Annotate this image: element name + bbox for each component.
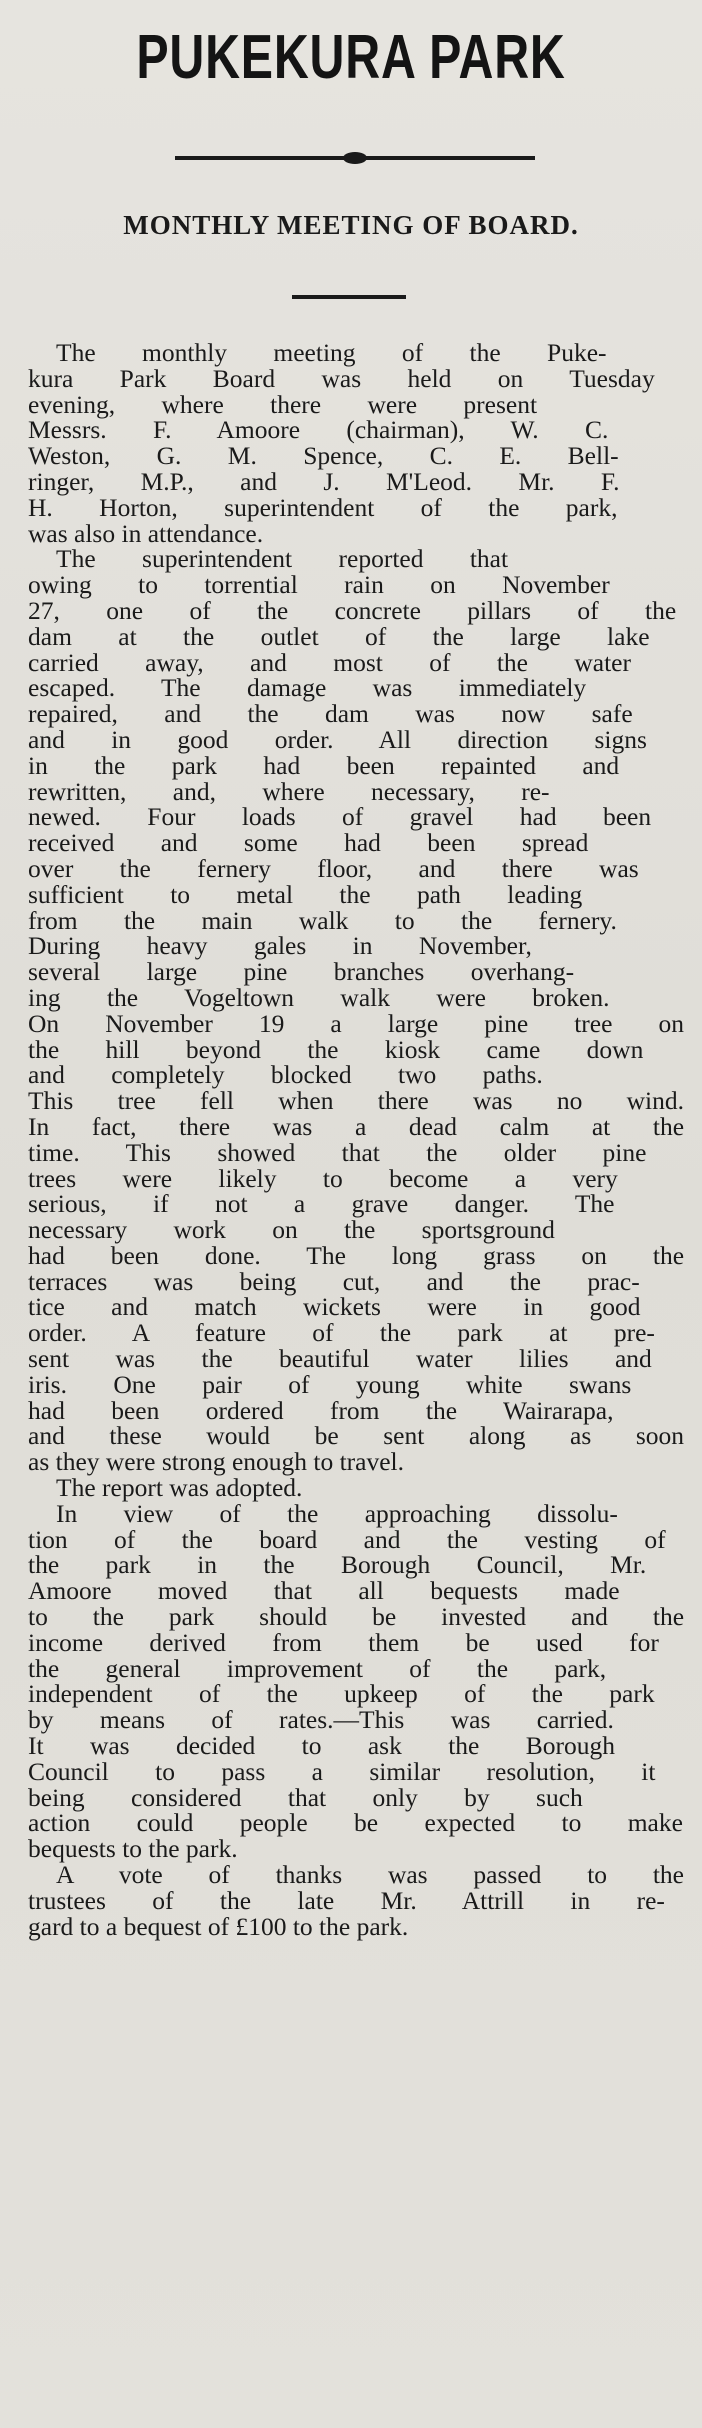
- article-line: trustees of the late Mr. Attrill in re-: [28, 1885, 665, 1915]
- article-line: It was decided to ask the Borough: [28, 1731, 616, 1761]
- article-line: sufficient to metal the path leading: [28, 879, 583, 909]
- article-line: by means of rates.—This was carried.: [28, 1705, 614, 1735]
- article-line: had been ordered from the Wairarapa,: [28, 1395, 614, 1425]
- article-line: trees were likely to become a very: [28, 1163, 618, 1193]
- article-line: On November 19 a large pine tree on: [28, 1008, 684, 1038]
- article-line: was also in attendance.: [28, 518, 264, 548]
- article-line: tice and match wickets were in good: [28, 1292, 641, 1322]
- article-line: from the main walk to the fernery.: [28, 905, 617, 935]
- article-line: the general improvement of the park,: [28, 1653, 607, 1683]
- article-line: in the park had been repainted and: [28, 750, 620, 780]
- article-paragraph: [28, 1498, 685, 1864]
- article-line: A vote of thanks was passed to the: [56, 1860, 684, 1890]
- article-line: income derived from them be used for: [28, 1627, 659, 1657]
- article-line: had been done. The long grass on the: [28, 1240, 685, 1270]
- article-line: received and some had been spread: [28, 828, 589, 858]
- article-line: the hill beyond the kiosk came down: [28, 1034, 644, 1064]
- section-divider: [292, 295, 406, 299]
- article-line: being considered that only by such: [28, 1782, 583, 1812]
- article-line: tion of the board and the vesting of: [28, 1524, 666, 1554]
- article-line: evening, where there were present: [28, 389, 538, 419]
- article-line: kura Park Board was held on Tuesday: [28, 363, 655, 393]
- article-line: and in good order. All direction signs: [28, 724, 647, 754]
- article-line: Council to pass a similar resolution, it: [28, 1756, 656, 1786]
- article-line: newed. Four loads of gravel had been: [28, 802, 652, 832]
- article-paragraph: [28, 1862, 684, 1939]
- article-line: necessary work on the sportsground: [28, 1215, 555, 1245]
- article-line: dam at the outlet of the large lake: [28, 621, 650, 651]
- article-line: and completely blocked two paths.: [28, 1060, 543, 1090]
- article-line: serious, if not a grave danger. The: [28, 1189, 615, 1219]
- article-paragraph: [28, 340, 684, 546]
- article-line: bequests to the park.: [28, 1834, 238, 1864]
- article-line: gard to a bequest of £100 to the park.: [28, 1911, 409, 1941]
- article-line: and these would be sent along as soon: [28, 1421, 684, 1451]
- article-body: [28, 340, 684, 1939]
- article-line: repaired, and the dam was now safe: [28, 699, 633, 729]
- article-line: order. A feature of the park at pre-: [28, 1318, 655, 1348]
- article-line: carried away, and most of the water: [28, 647, 631, 677]
- article-line: escaped. The damage was immediately: [28, 673, 587, 703]
- article-line: H. Horton, superintendent of the park,: [28, 492, 618, 522]
- article-line: During heavy gales in November,: [28, 931, 532, 961]
- article-line: sent was the beautiful water lilies and: [28, 1344, 652, 1374]
- article-line: owing to torrential rain on November: [28, 570, 610, 600]
- ornamental-rule-center: [343, 152, 367, 164]
- article-line: iris. One pair of young white swans: [28, 1369, 632, 1399]
- article-line: action could people be expected to make: [28, 1808, 683, 1838]
- ornamental-rule: [175, 150, 535, 166]
- article-line: as they were strong enough to travel.: [28, 1447, 405, 1477]
- article-line: ing the Vogeltown walk were broken.: [28, 982, 610, 1012]
- article-paragraph: [28, 1475, 684, 1501]
- article-line: rewritten, and, where necessary, re-: [28, 776, 550, 806]
- article-line: terraces was being cut, and the prac-: [28, 1266, 640, 1296]
- article-line: In view of the approaching dissolu-: [56, 1498, 618, 1528]
- article-line: independent of the upkeep of the park: [28, 1679, 655, 1709]
- article-line: The monthly meeting of the Puke-: [56, 338, 607, 367]
- headline: PUKEKURA PARK: [136, 23, 566, 92]
- article-line: to the park should be invested and the: [28, 1602, 685, 1632]
- article-line: the park in the Borough Council, Mr.: [28, 1550, 647, 1580]
- article-paragraph: [28, 546, 684, 1475]
- article-line: This tree fell when there was no wind.: [28, 1086, 684, 1116]
- article-line: time. This showed that the older pine: [28, 1137, 647, 1167]
- article-line: several large pine branches overhang-: [28, 957, 575, 987]
- subheadline: MONTHLY MEETING OF BOARD.: [123, 210, 579, 240]
- article-line: In fact, there was a dead calm at the: [28, 1111, 685, 1141]
- article-line: The report was adopted.: [56, 1473, 303, 1503]
- article-line: Messrs. F. Amoore (chairman), W. C.: [28, 415, 609, 445]
- article-line: ringer, M.P., and J. M'Leod. Mr. F.: [28, 466, 620, 496]
- article-line: 27, one of the concrete pillars of the: [28, 595, 677, 625]
- article-line: The superintendent reported that: [56, 544, 509, 574]
- article-line: over the fernery floor, and there was: [28, 853, 639, 883]
- article-line: Weston, G. M. Spence, C. E. Bell-: [28, 441, 619, 471]
- article-line: Amoore moved that all bequests made: [28, 1576, 620, 1606]
